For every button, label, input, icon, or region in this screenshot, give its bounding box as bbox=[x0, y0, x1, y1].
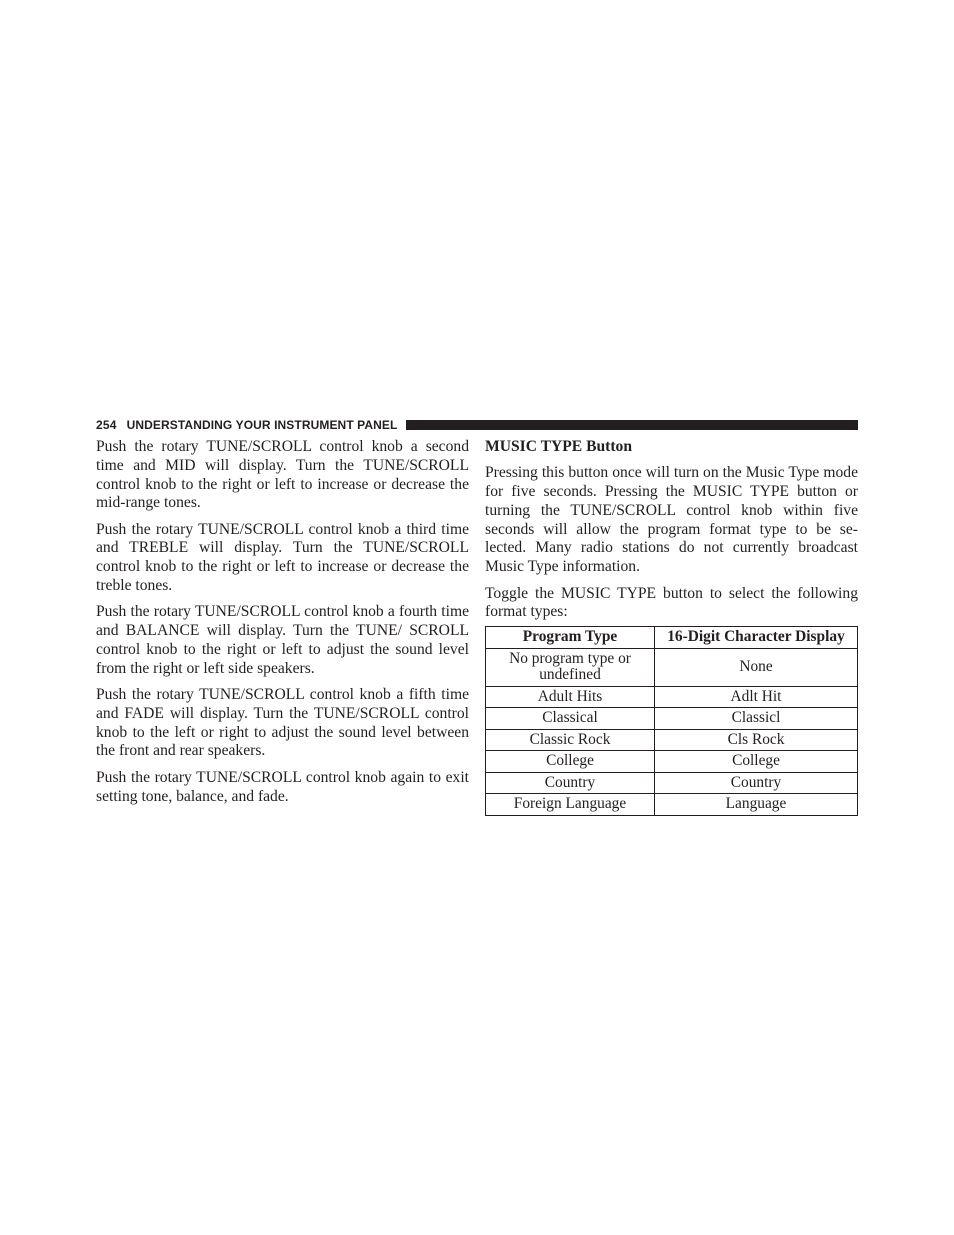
table-cell: Classicl bbox=[655, 708, 858, 730]
paragraph-toggle: Toggle the MUSIC TYPE button to select the following format types: bbox=[485, 584, 858, 621]
paragraph-mid: Push the rotary TUNE/SCROLL control knob a second time and MID will display. Turn the TUNE/SCROLL control knob to the right or left to increase or decrease the mid-range tones. bbox=[96, 438, 469, 512]
music-type-heading: MUSIC TYPE Button bbox=[485, 438, 633, 455]
column-header-character-display: 16-Digit Character Display bbox=[655, 627, 858, 649]
paragraph-exit: Push the rotary TUNE/SCROLL control knob again to exit setting tone, balance, and fade. bbox=[96, 768, 469, 805]
table-cell: No program type or undefined bbox=[486, 648, 655, 686]
table-row bbox=[486, 772, 858, 794]
table-row bbox=[486, 686, 858, 708]
music-type-table bbox=[485, 626, 858, 816]
table-cell: College bbox=[655, 751, 858, 773]
table-cell: Language bbox=[655, 794, 858, 816]
table-cell: College bbox=[486, 751, 655, 773]
table-row bbox=[486, 648, 858, 686]
paragraph-treble: Push the rotary TUNE/SCROLL control knob a third time and TREBLE will display. Turn the TUNE/SCROLL control knob to the right or left to increase or decrease the treble tones. bbox=[96, 520, 469, 595]
table-row bbox=[486, 794, 858, 816]
page-number: 254 bbox=[96, 418, 117, 432]
paragraph-fade: Push the rotary TUNE/SCROLL control knob a fifth time and FADE will display. Turn the TUNE/SCROLL control knob to the left or right to adjust the sound level between the front and rear speakers. bbox=[96, 686, 469, 760]
table-cell: Classical bbox=[486, 708, 655, 730]
column-header-program-type: Program Type bbox=[486, 627, 655, 649]
table-row bbox=[486, 729, 858, 751]
right-column bbox=[485, 438, 858, 816]
table-cell: Country bbox=[486, 772, 655, 794]
section-title: UNDERSTANDING YOUR INSTRUMENT PANEL bbox=[126, 418, 398, 432]
page-header bbox=[96, 416, 858, 434]
table-header-row bbox=[486, 627, 858, 649]
table-cell: Country bbox=[655, 772, 858, 794]
left-column bbox=[96, 438, 469, 814]
table-cell: Adlt Hit bbox=[655, 686, 858, 708]
table-cell: Foreign Language bbox=[486, 794, 655, 816]
table-cell: Classic Rock bbox=[486, 729, 655, 751]
table-row bbox=[486, 751, 858, 773]
table-row bbox=[486, 708, 858, 730]
table-cell: None bbox=[655, 648, 858, 686]
table-cell: Cls Rock bbox=[655, 729, 858, 751]
paragraph-music-type: Pressing this button once will turn on the Music Type mode for five seconds. Pressing the MUSIC TYPE button or turning the TUNE/SCROLL control knob within five seconds will allow the program format type to be se- lected. Many radio stations do not currently broadcast Music Type information. bbox=[485, 464, 858, 576]
header-rule-bar bbox=[406, 420, 858, 430]
paragraph-balance: Push the rotary TUNE/SCROLL control knob a fourth time and BALANCE will display. Turn the TUNE/ SCROLL control knob to the right or left to adjust the sound level from the right or left side speakers. bbox=[96, 603, 469, 677]
table-cell: Adult Hits bbox=[486, 686, 655, 708]
